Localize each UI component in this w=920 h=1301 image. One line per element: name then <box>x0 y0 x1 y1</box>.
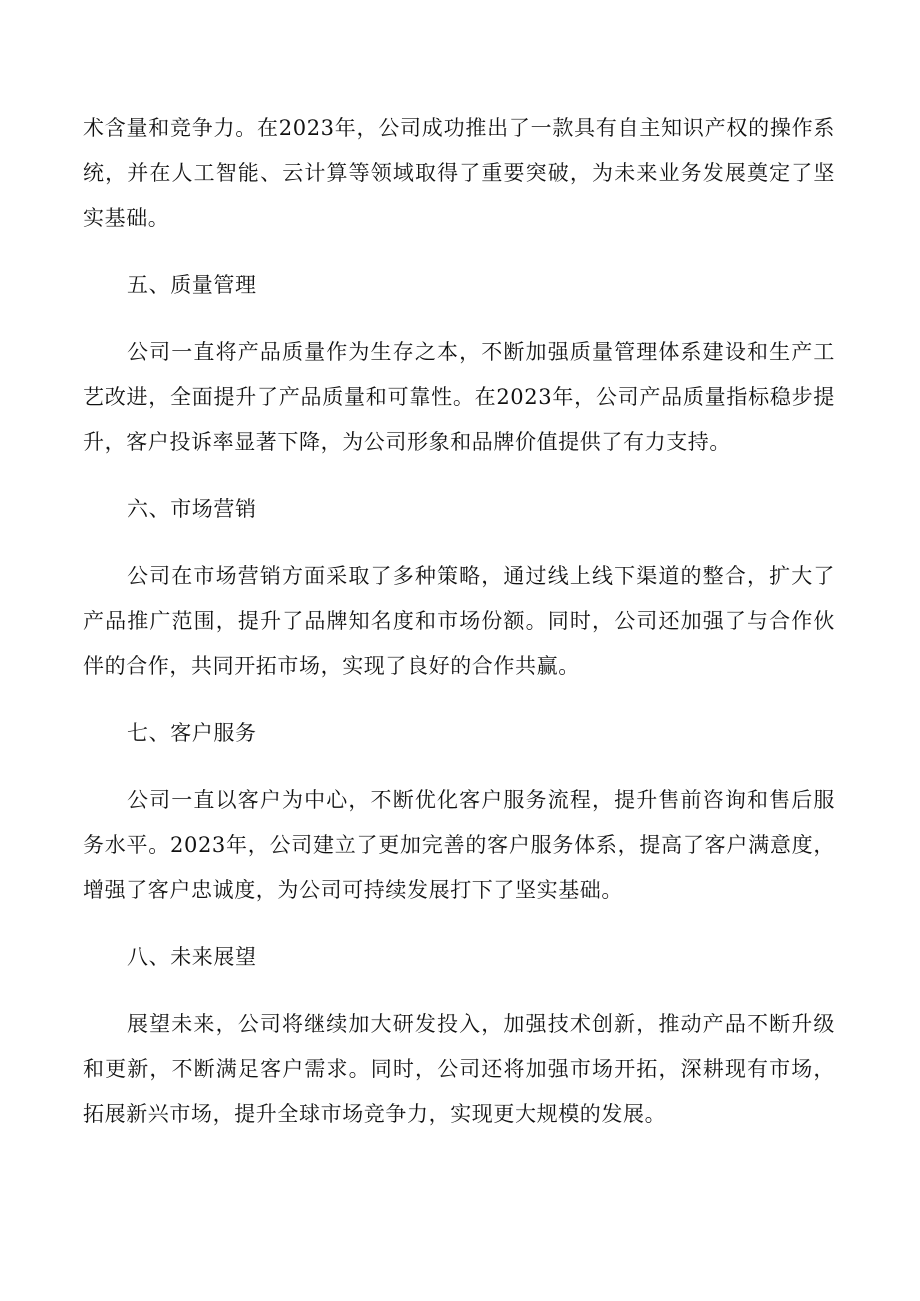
section-heading-customer-service: 七、客户服务 <box>127 721 257 745</box>
section-heading-quality: 五、质量管理 <box>127 273 257 297</box>
document-body <box>83 106 835 1159</box>
section-heading-outlook: 八、未来展望 <box>127 945 257 969</box>
paragraph-marketing: 公司在市场营销方面采取了多种策略，通过线上线下渠道的整合，扩大了产品推广范围，提升了品牌知名度和市场份额。同时，公司还加强了与合作伙伴的合作，共同开拓市场，实现了良好的合作共赢。 <box>83 564 835 678</box>
section-heading-marketing: 六、市场营销 <box>127 497 257 521</box>
paragraph-quality: 公司一直将产品质量作为生存之本，不断加强质量管理体系建设和生产工艺改进，全面提升了产品质量和可靠性。在2023年，公司产品质量指标稳步提升，客户投诉率显著下降，为公司形象和品牌价值提供了有力支持。 <box>83 340 835 454</box>
paragraph-tech-intro: 术含量和竞争力。在2023年，公司成功推出了一款具有自主知识产权的操作系统，并在人工智能、云计算等领域取得了重要突破，为未来业务发展奠定了坚实基础。 <box>83 116 835 230</box>
paragraph-customer-service: 公司一直以客户为中心，不断优化客户服务流程，提升售前咨询和售后服务水平。2023年，公司建立了更加完善的客户服务体系，提高了客户满意度，增强了客户忠诚度，为公司可持续发展打下了坚实基础。 <box>83 788 835 902</box>
paragraph-outlook: 展望未来，公司将继续加大研发投入，加强技术创新，推动产品不断升级和更新，不断满足客户需求。同时，公司还将加强市场开拓，深耕现有市场，拓展新兴市场，提升全球市场竞争力，实现更大规模的发展。 <box>83 1012 835 1126</box>
